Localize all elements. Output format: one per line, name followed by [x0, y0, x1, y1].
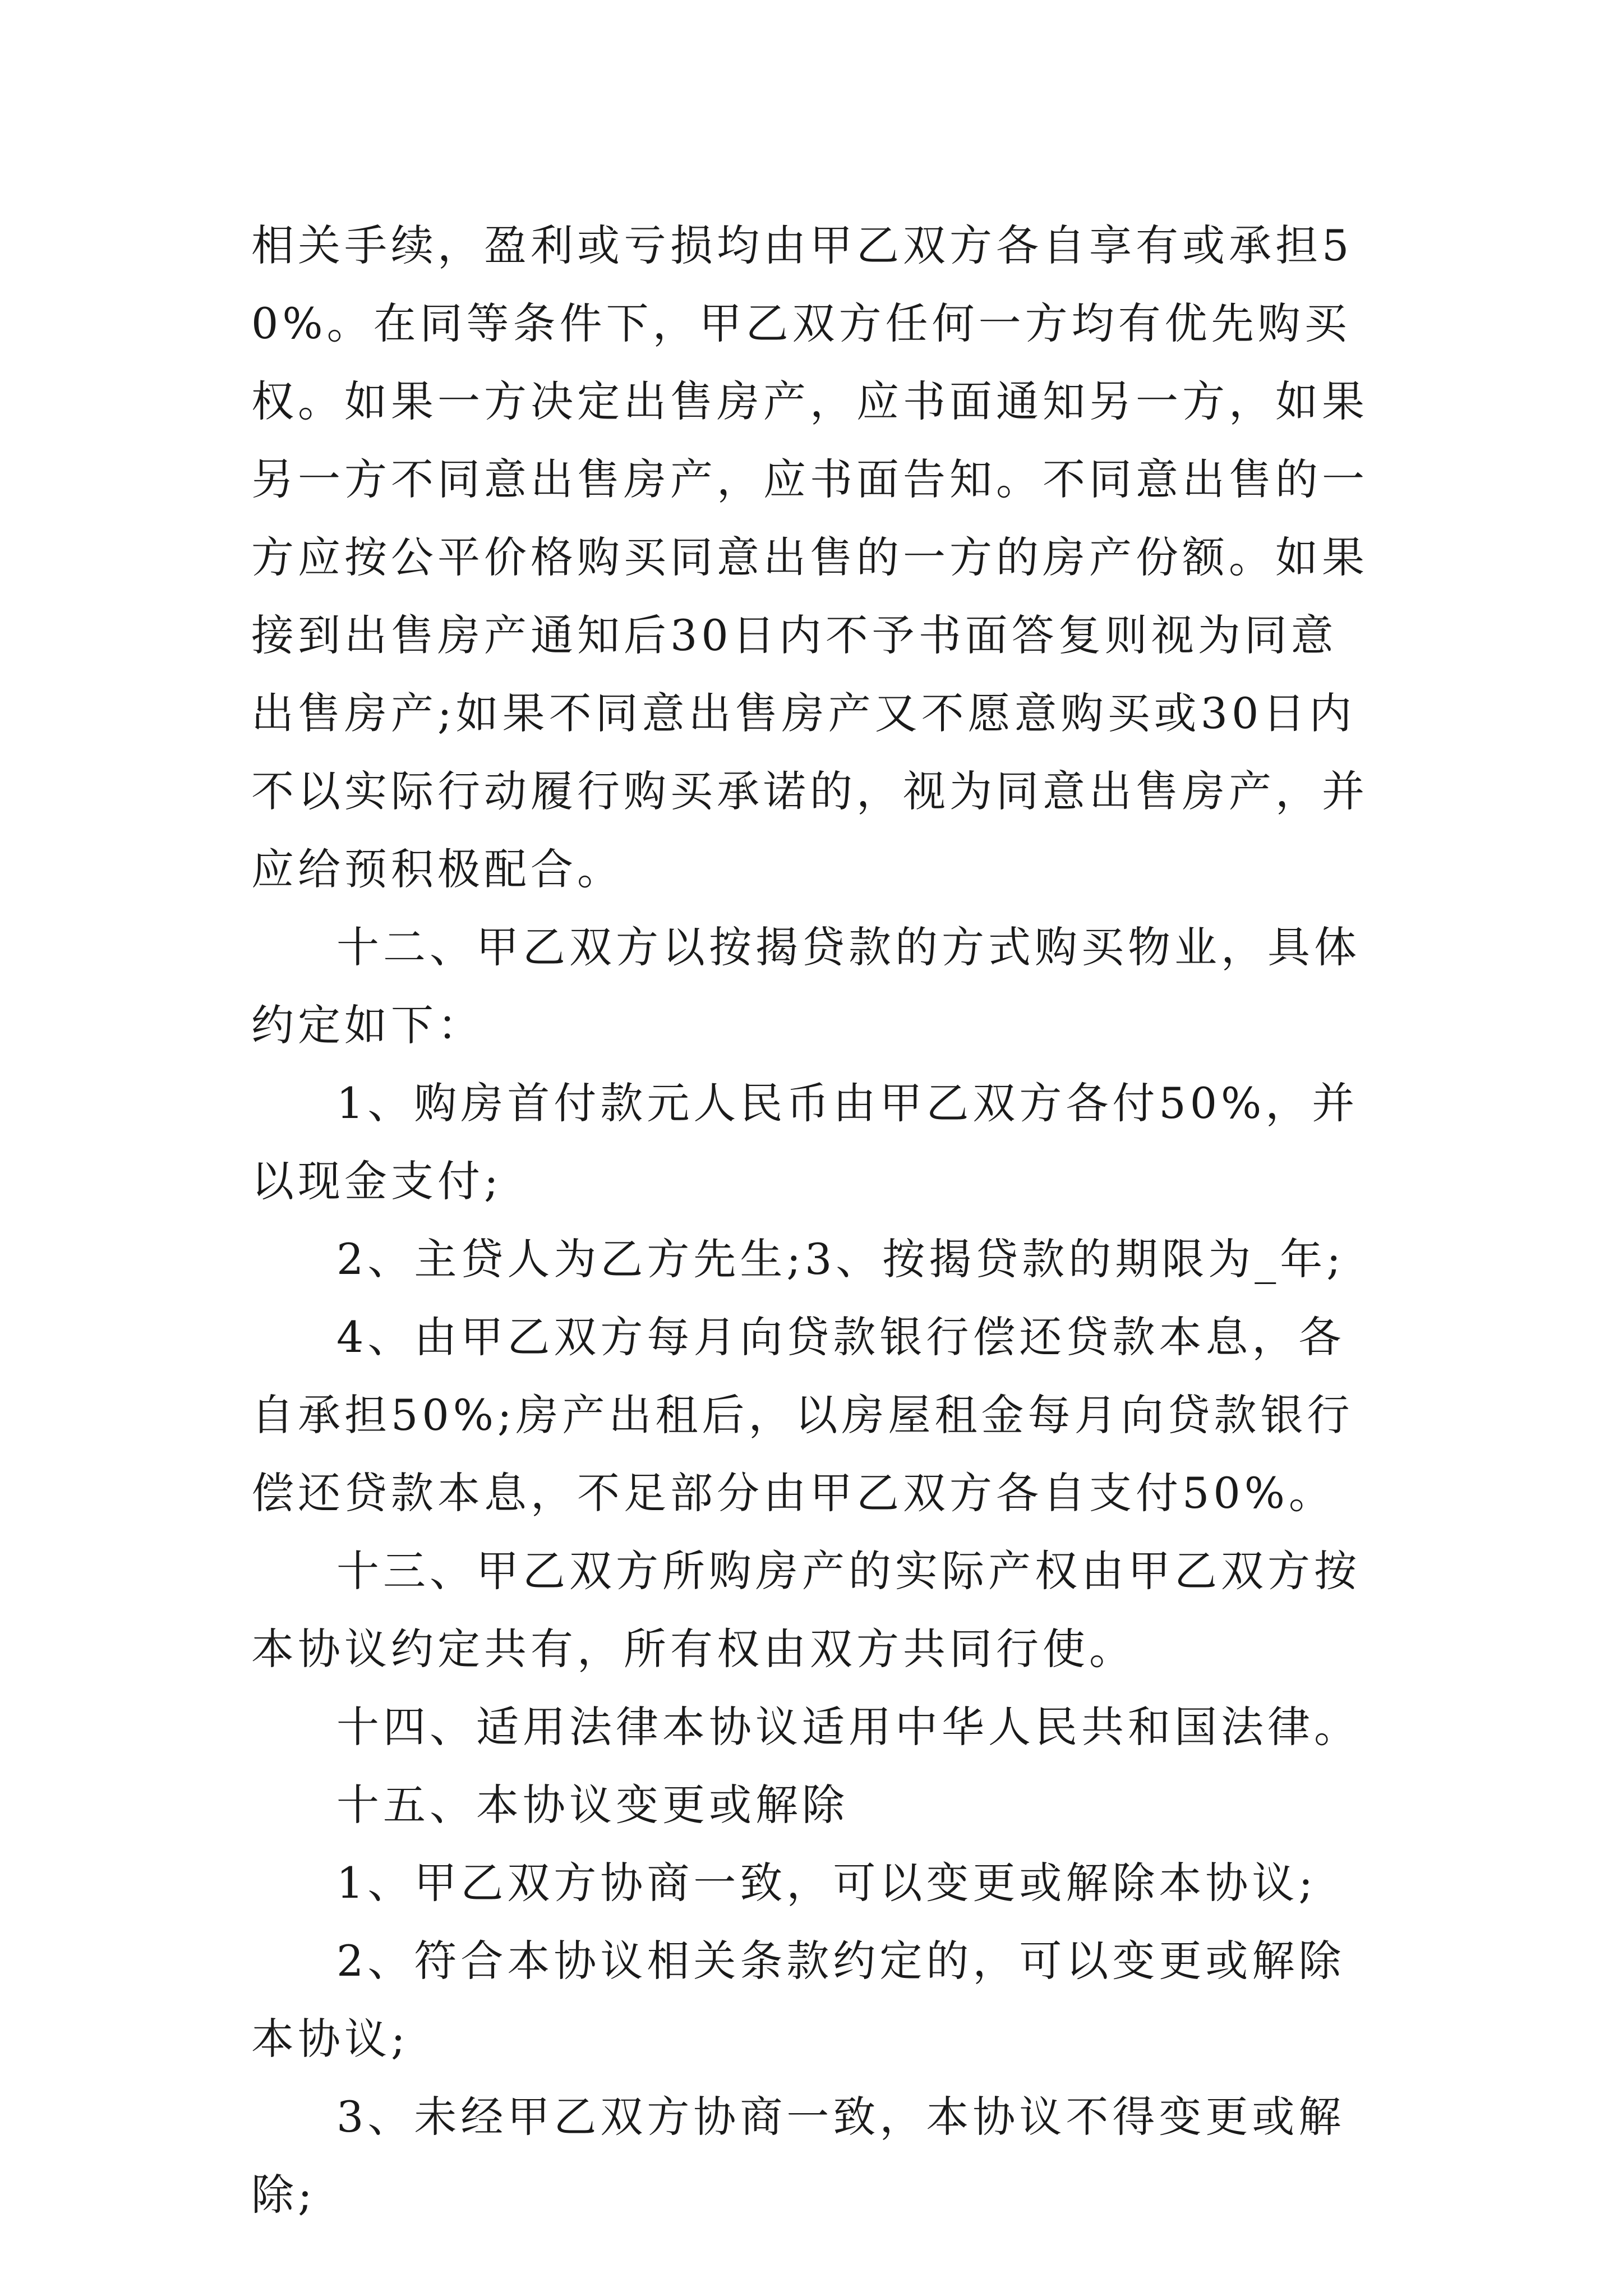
document-body: [251, 206, 1378, 2234]
clause-15-item-3: 3、未经甲乙双方协商一致，本协议不得变更或解除;: [251, 2092, 1345, 2220]
clause-15-item-2: 2、符合本协议相关条款约定的，可以变更或解除本协议;: [251, 1936, 1345, 2064]
clause-12-item-2-3: 2、主贷人为乙方先生;3、按揭贷款的期限为_年;: [336, 1234, 1345, 1284]
paragraph-continuation: 相关手续，盈利或亏损均由甲乙双方各自享有或承担50%。在同等条件下，甲乙双方任何一方均有优先购买权。如果一方决定出售房产，应书面通知另一方，如果另一方不同意出售房产，应书面告知。不同意出售的一方应按公平价格购买同意出售的一方的房产份额。如果接到出售房产通知后30日内不予书面答复则视为同意出售房产;如果不同意出售房产又不愿意购买或30日内不以实际行动履行购买承诺的，视为同意出售房产，并应给预积极配合。: [251, 220, 1368, 894]
clause-15-heading: 十五、本协议变更或解除: [336, 1780, 849, 1830]
clause-14: 十四、适用法律本协议适用中华人民共和国法律。: [336, 1702, 1361, 1752]
clause-15-item-1: 1、甲乙双方协商一致，可以变更或解除本协议;: [336, 1858, 1317, 1908]
clause-12-item-4: 4、由甲乙双方每月向贷款银行偿还贷款本息，各自承担50%;房产出租后，以房屋租金每月向贷款银行偿还贷款本息，不足部分由甲乙双方各自支付50%。: [251, 1312, 1354, 1518]
clause-13: 十三、甲乙双方所购房产的实际产权由甲乙双方按本协议约定共有，所有权由双方共同行使。: [251, 1546, 1361, 1674]
clause-12-heading: 十二、甲乙双方以按揭贷款的方式购买物业，具体约定如下：: [251, 922, 1361, 1050]
clause-12-item-1: 1、购房首付款元人民币由甲乙双方各付50%，并以现金支付;: [251, 1078, 1359, 1206]
